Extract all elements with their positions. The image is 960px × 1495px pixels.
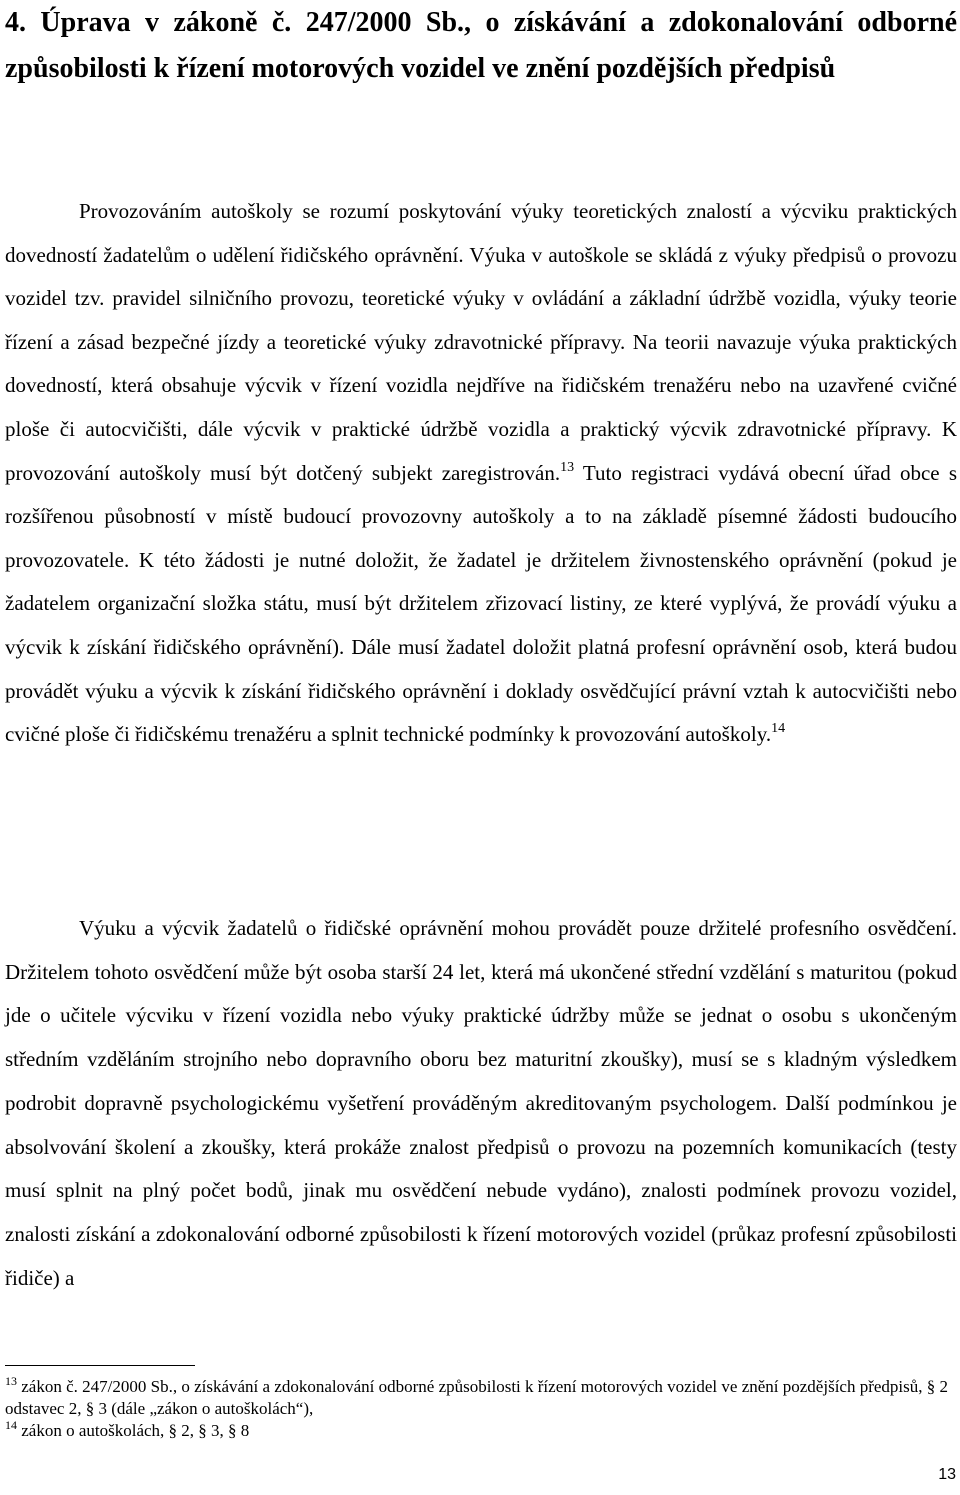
footnote-ref-13: 13	[560, 459, 575, 475]
footnote-13	[5, 1376, 957, 1420]
footnote-mark: 14	[5, 1418, 17, 1432]
body-paragraph-2: Výuku a výcvik žadatelů o řidičské oprávnění mohou provádět pouze držitelé profesního osvědčení. Držitelem tohoto osvědčení může být osoba starší 24 let, která má ukončené střední vzdělání s maturitou (pokud jde o učitele výcviku v řízení vozidla nebo výuky praktické údržby může se jednat o osobu s ukončeným středním vzděláním strojního nebo dopravního oboru bez maturitní zkoušky), musí se s kladným výsledkem podrobit dopravně psychologickému vyšetření prováděným akreditovaným psychologem. Další podmínkou je absolvování školení a zkoušky, která prokáže znalost předpisů o provozu na pozemních komunikacích (testy musí splnit na plný počet bodů, jinak mu osvědčení nebude vydáno), znalosti podmínek provozu vozidel, znalosti získání a zdokonalování odborné způsobilosti k řízení motorových vozidel (průkaz profesní způsobilosti řidiče) a	[5, 916, 957, 1290]
paragraph-1-text-cont: Tuto registraci vydává obecní úřad obce s rozšířenou působností v místě budoucí provozovny autoškoly a to na základě písemné žádosti budoucího provozovatele. K této žádosti je nutné doložit, že žadatel je držitelem živnostenského oprávnění (pokud je žadatelem organizační složka státu, musí být držitelem zřizovací listiny, ze které vyplývá, že provádí výuku a výcvik k získání řidičského oprávnění). Dále musí žadatel doložit platná profesní oprávnění osob, která budou provádět výuku a výcvik k získání řidičského oprávnění i doklady osvědčující právní vztah k autocvičišti nebo cvičné ploše či řidičskému trenažéru a splnit technické podmínky k provozování autoškoly.	[5, 460, 957, 747]
footnote-text: zákon č. 247/2000 Sb., o získávání a zdokonalování odborné způsobilosti k řízení motorových vozidel ve znění pozdějších předpisů, § 2 odstavec 2, § 3 (dále „zákon o autoškolách“),	[5, 1377, 949, 1418]
footnote-mark: 13	[5, 1374, 17, 1388]
footnotes	[5, 1376, 957, 1442]
footnote-text: zákon o autoškolách, § 2, § 3, § 8	[21, 1421, 250, 1440]
footnote-separator	[5, 1365, 195, 1366]
body-paragraph-1	[5, 190, 957, 757]
section-heading: 4. Úprava v zákoně č. 247/2000 Sb., o získávání a zdokonalování odborné způsobilosti k řízení motorových vozidel ve znění pozdějších předpisů	[5, 7, 957, 84]
footnote-ref-14: 14	[771, 721, 786, 737]
paragraph-1-text: Provozováním autoškoly se rozumí poskytování výuky teoretických znalostí a výcviku praktických dovedností žadatelům o udělení řidičského oprávnění. Výuka v autoškole se skládá z výuky předpisů o provozu vozidel tzv. pravidel silničního provozu, teoretické výuky v ovládání a základní údržbě vozidla, výuky teorie řízení a zásad bezpečné jízdy a teoretické výuky zdravotnické přípravy. Na teorii navazuje výuka praktických dovedností, která obsahuje výcvik v řízení vozidla nejdříve na řidičském trenažéru nebo na uzavřené cvičné ploše či autocvičišti, dále výcvik v praktické údržbě vozidla a praktický výcvik zdravotnické přípravy. K provozování autoškoly musí být dotčený subjekt zaregistrován.	[5, 199, 957, 485]
footnote-14	[5, 1420, 957, 1442]
page-number: 13	[938, 1466, 956, 1483]
